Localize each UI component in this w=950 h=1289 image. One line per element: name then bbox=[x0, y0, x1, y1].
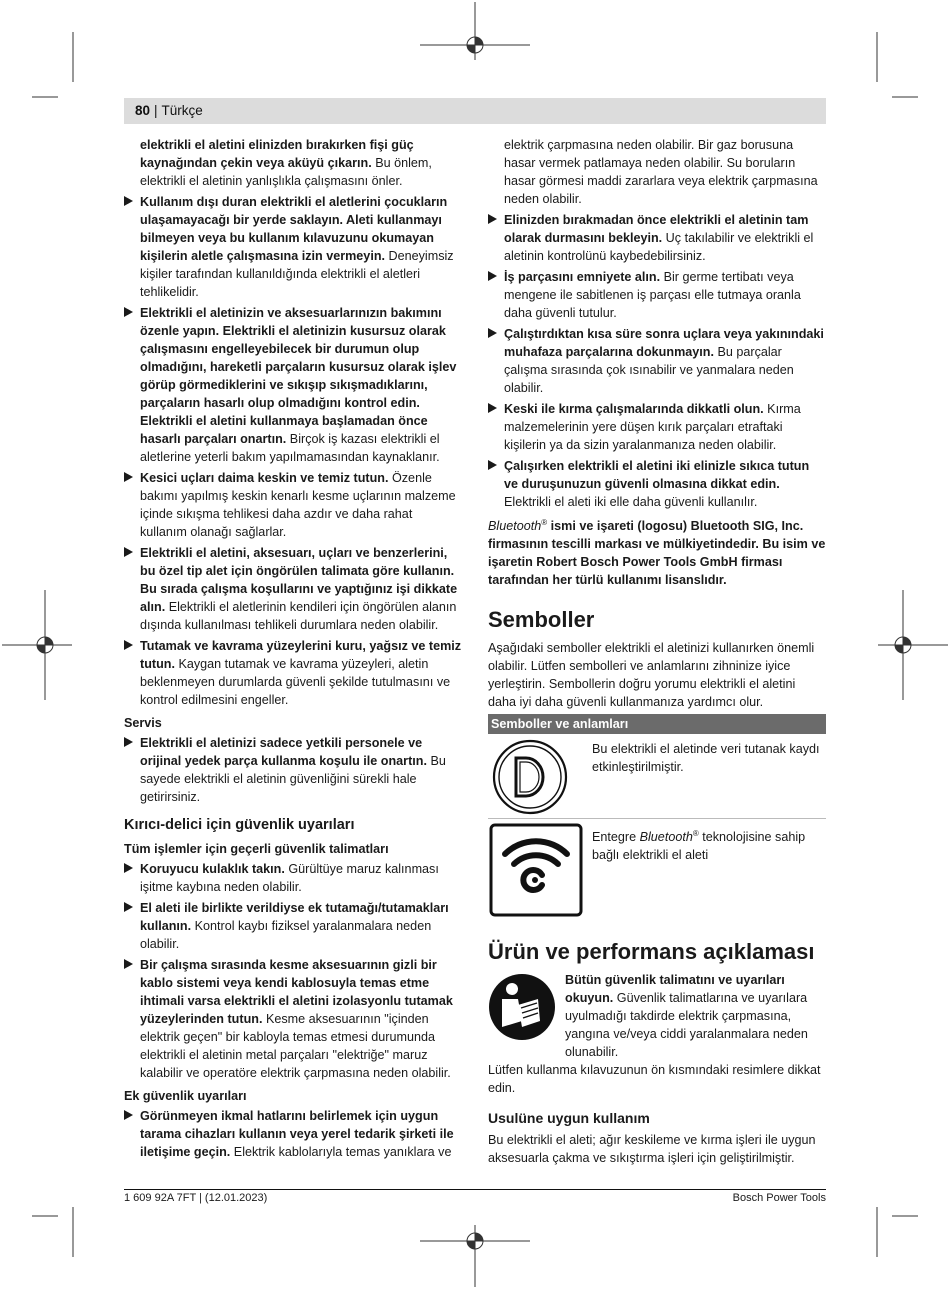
list-item: Kullanım dışı duran elektrikli el aletlerini çocukların ulaşamayacağı bir yerde saklayın. Aleti kullanmayı bilmeyen veya bu kullanım kılavuzunu okumayan kişilerin aletle çalışmasına izin vermeyin. Deneyimsiz kişiler tarafından kullanıldığında elektrikli el aletleri tehlikelidir. bbox=[124, 193, 462, 301]
list-item: Koruyucu kulaklık takın. Gürültüye maruz kalınması işitme kaybına neden olabilir. bbox=[124, 860, 462, 896]
read-manual-icon bbox=[488, 973, 556, 1041]
bullet-arrow-icon bbox=[488, 460, 497, 470]
footer-rule bbox=[124, 1189, 826, 1190]
list-item: Elektrikli el aletinizi sadece yetkili personele ve orijinal yedek parça kullanma koşulu ile onartın. Bu sayede elektrikli el aletinin güvenliğini sürekli hale getirirsiniz. bbox=[124, 734, 462, 806]
section-heading-urun: Ürün ve performans açıklaması bbox=[488, 939, 815, 965]
section-heading-semboller: Semboller bbox=[488, 607, 595, 633]
left-column bbox=[124, 136, 462, 1164]
section-heading-usulune: Usulüne uygun kullanım bbox=[488, 1110, 650, 1127]
bullet-arrow-icon bbox=[124, 863, 133, 873]
paragraph: elektrik çarpmasına neden olabilir. Bir gaz borusuna hasar vermek patlamaya neden olabilir. Su boruların hasar görmesi maddi zararlara veya elektrik çarpmasına neden olabilir. bbox=[504, 138, 818, 206]
bullet-arrow-icon bbox=[488, 271, 497, 281]
list-item: Elektrikli el aletini, aksesuarı, uçları ve benzerlerini, bu özel tip alet için öngörülen talimata göre kullanın. Bu sırada çalışma koşullarını ve yaptığınız işi dikkate alın. Elektrikli el aletlerinin kendileri için öngörülen alanın dışında kullanılması tehlikeli durumlara neden olabilir. bbox=[124, 544, 462, 634]
page-number: 80 bbox=[135, 103, 151, 118]
right-column bbox=[488, 136, 826, 1170]
footer-brand: Bosch Power Tools bbox=[732, 1192, 826, 1204]
header-language: Türkçe bbox=[161, 103, 203, 118]
list-item: İş parçasını emniyete alın. Bir germe tertibatı veya mengene ile sabitlenen iş parçası elle tutmaya oranla daha güvenli tutulur. bbox=[488, 268, 826, 322]
semboller-intro: Aşağıdaki semboller elektrikli el aletinizi kullanırken önemli olabilir. Lütfen sembolleri ve anlamlarını zihninize iyice yerleştirin. Sembollerin doğru yorumu elektrikli el aletini daha iyi daha güvenli kullanmanıza yardımcı olur. bbox=[488, 641, 815, 710]
list-item: Elinizden bırakmadan önce elektrikli el aletinin tam olarak durmasını bekleyin. Uç takılabilir ve elektrikli el aletinin kontrolünü kaybedebilirsiniz. bbox=[488, 211, 826, 265]
bullet-arrow-icon bbox=[124, 902, 133, 912]
list-item: Elektrikli el aletinizin ve aksesuarlarınızın bakımını özenle yapın. Elektrikli el aletinizin kusursuz olarak çalışmasını engelleyebilecek bir durumun olup olmadığını, hareketli parçaların kusursuz olarak işlev görüp görmediklerini ve sıkışıp sıkışmadıklarını, parçaların hasarlı olup olmadığını kontrol edin. Elektrikli el aletini kullanmaya başlamadan önce hasarlı parçaları onartın. Birçok iş kazası elektrikli el aletlerine yeterli bakım yapılmamasından kaynaklanır. bbox=[124, 304, 462, 466]
bullet-arrow-icon bbox=[488, 403, 497, 413]
bullet-arrow-icon bbox=[124, 959, 133, 969]
bullet-arrow-icon bbox=[124, 737, 133, 747]
bluetooth-trademark-notice: Bluetooth® ismi ve işareti (logosu) Bluetooth SIG, Inc. firmasının tescilli markası ve mülkiyetindedir. Bu isim ve işaretin Robert Bosch Power Tools GmbH firması tarafından her türlü kullanımı lisanslıdır. bbox=[488, 518, 826, 588]
section-heading-servis: Servis bbox=[124, 716, 162, 730]
list-item: Çalıştırdıktan kısa süre sonra uçlara veya yakınındaki muhafaza parçalarına dokunmayın. Bu parçalar çalışma sırasında çok ısınabilir ve yanmalara neden olabilir. bbox=[488, 325, 826, 397]
bullet-arrow-icon bbox=[124, 196, 133, 206]
bullet-arrow-icon bbox=[124, 307, 133, 317]
page-header: 80 | Türkçe bbox=[135, 103, 203, 118]
subheading-ek-guvenlik: Ek güvenlik uyarıları bbox=[124, 1089, 247, 1103]
footer-doc-id: 1 609 92A 7FT | (12.01.2023) bbox=[124, 1192, 268, 1204]
symbols-table bbox=[488, 734, 826, 921]
connected-bluetooth-icon bbox=[488, 822, 584, 918]
table-row bbox=[488, 819, 826, 921]
symbol-description: Entegre Bluetooth® teknolojisine sahip bağlı elektrikli el aleti bbox=[592, 829, 806, 863]
symbols-table-header: Semboller ve anlamları bbox=[488, 714, 826, 734]
header-bar bbox=[124, 98, 826, 124]
bullet-arrow-icon bbox=[124, 1110, 133, 1120]
bullet-arrow-icon bbox=[124, 547, 133, 557]
bullet-arrow-icon bbox=[488, 214, 497, 224]
bullet-arrow-icon bbox=[488, 328, 497, 338]
bullet-arrow-icon bbox=[124, 472, 133, 482]
list-item: Görünmeyen ikmal hatlarını belirlemek için uygun tarama cihazları kullanın veya yerel tedarik şirketi ile iletişime geçin. Elektrik kablolarıyla temas yanıklara ve bbox=[124, 1107, 462, 1161]
paragraph: elektrikli el aletini elinizden bırakırken fişi güç kaynağından çekin veya aküyü çıkarın. Bu önlem, elektrikli el aletinin yanlışlıkla çalışmasını önler. bbox=[140, 138, 432, 188]
list-item: El aleti ile birlikte verildiyse ek tutamağı/tutamakları kullanın. Kontrol kaybı fiziksel yaralanmalara neden olabilir. bbox=[124, 899, 462, 953]
list-item: Çalışırken elektrikli el aletini iki elinizle sıkıca tutun ve duruşunuzun güvenli olmasına dikkat edin. Elektrikli el aleti iki elle daha güvenli kullanılır. bbox=[488, 457, 826, 511]
list-item: Keski ile kırma çalışmalarında dikkatli olun. Kırma malzemelerinin yere düşen kırık parçaları etraftaki kişilerin ya da sizin yaralanmanıza neden olabilir. bbox=[488, 400, 826, 454]
section-heading-kirici: Kırıcı-delici için güvenlik uyarıları bbox=[124, 817, 355, 833]
list-item: Tutamak ve kavrama yüzeylerini kuru, yağsız ve temiz tutun. Kaygan tutamak ve kavrama yüzeyleri, aletin beklenmeyen durumlarda güvenli şekilde tutulmasını ve kontrol edilmesini engeller. bbox=[124, 637, 462, 709]
data-logging-icon bbox=[488, 736, 568, 816]
list-item: Bir çalışma sırasında kesme aksesuarının gizli bir kablo sistemi veya kendi kablosuyla temas etme ihtimali varsa elektrikli el aletini izolasyonlu tutamak yüzeylerinden tutun. Kesme aksesuarının "içinden elektrik geçen" bir kabloyla temas etmesi durumunda elektrikli el aletinin metal parçaları "elektriğe" maruz kalabilir ve operatöre elektrik çarpmasına neden olabilir. bbox=[124, 956, 462, 1082]
usulune-text: Bu elektrikli el aleti; ağır keskileme ve kırma işleri ile uygun aksesuarla çakma ve sıkıştırma işleri için geliştirilmiştir. bbox=[488, 1133, 816, 1166]
bullet-arrow-icon bbox=[124, 640, 133, 650]
list-item: Kesici uçları daima keskin ve temiz tutun. Özenle bakımı yapılmış keskin kenarlı kesme uçlarının malzeme içinde sıkışma tehlikesi daha azdır ve daha rahat kullanım olanağı sağlarlar. bbox=[124, 469, 462, 541]
symbol-description: Bu elektrikli el aletinde veri tutanak kaydı etkinleştirilmiştir. bbox=[592, 742, 820, 775]
subheading-tum-islemler: Tüm işlemler için geçerli güvenlik talimatları bbox=[124, 842, 389, 856]
safety-warning-block: Bütün güvenlik talimatını ve uyarıları okuyun. Güvenlik talimatlarına ve uyarılara uyulmadığı takdirde elektrik çarpmasına, yangına ve/veya ciddi yaralanmalara neden olunabilir. bbox=[488, 971, 826, 1061]
kilavuz-text: Lütfen kullanma kılavuzunun ön kısmındaki resimlere dikkat edin. bbox=[488, 1063, 821, 1096]
table-row bbox=[488, 734, 826, 819]
